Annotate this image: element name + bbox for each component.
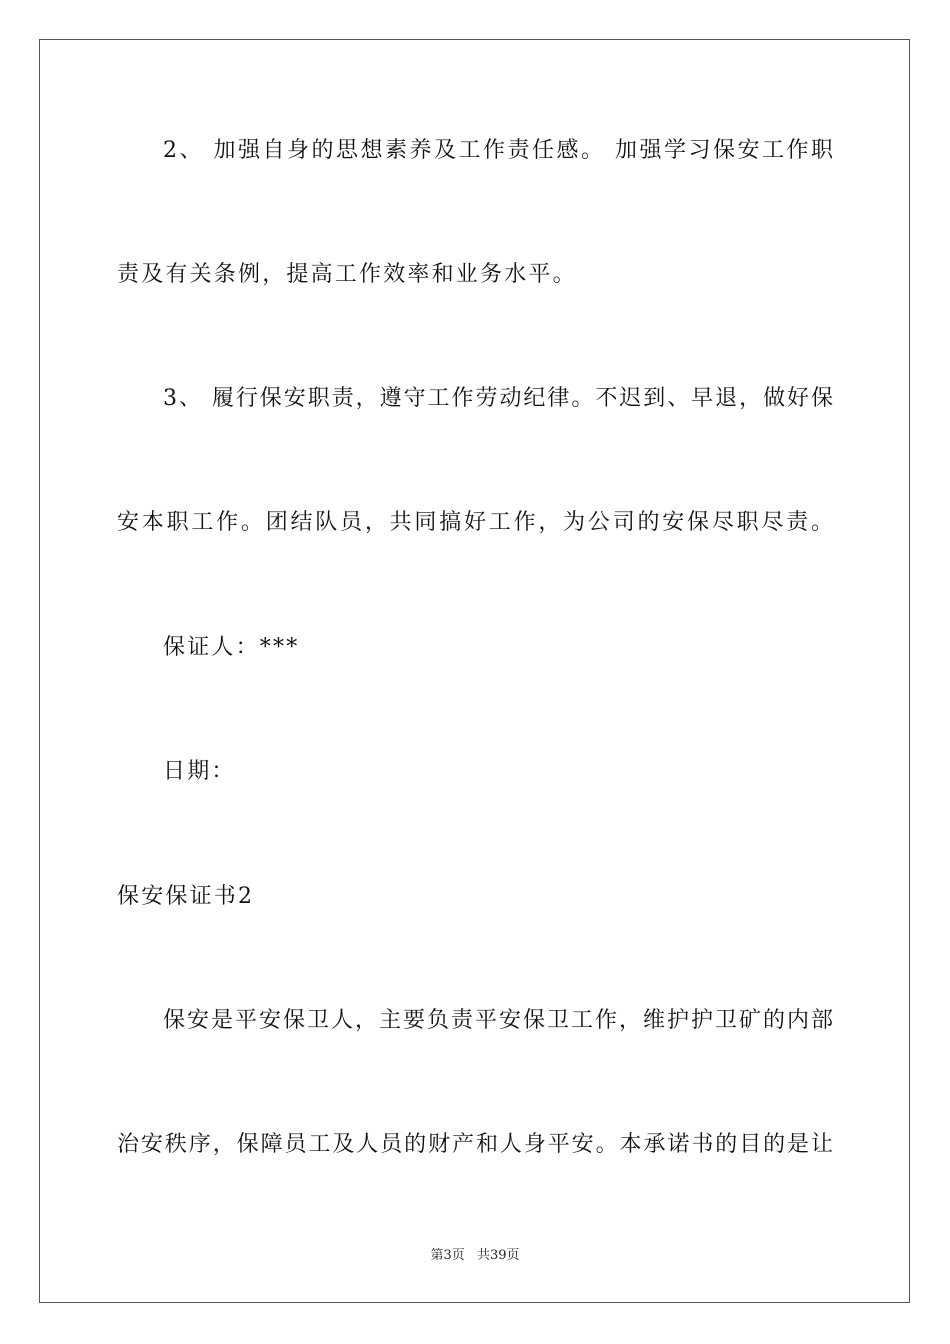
paragraph-line: 保安是平安保卫人，主要负责平安保卫工作，维护护卫矿的内部 xyxy=(163,1008,833,1033)
section-title: 保安保证书2 xyxy=(117,884,255,909)
paragraph-line: 2、 加强自身的思想素养及工作责任感。 加强学习保安工作职 xyxy=(163,138,833,163)
page-border xyxy=(39,39,910,1303)
page-number: 第3页 xyxy=(430,1248,465,1263)
date-line: 日期： xyxy=(163,759,236,784)
paragraph-line: 安本职工作。团结队员，共同搞好工作，为公司的安保尽职尽责。 xyxy=(117,510,833,535)
paragraph-line: 3、 履行保安职责，遵守工作劳动纪律。不迟到、早退，做好保 xyxy=(163,386,833,411)
page-footer xyxy=(0,1247,950,1265)
page-total: 共39页 xyxy=(476,1248,520,1263)
paragraph-line: 责及有关条例，提高工作效率和业务水平。 xyxy=(117,262,577,287)
paragraph-line: 治安秩序，保障员工及人员的财产和人身平安。本承诺书的目的是让 xyxy=(117,1132,833,1157)
guarantor-line: 保证人：*** xyxy=(163,635,300,660)
